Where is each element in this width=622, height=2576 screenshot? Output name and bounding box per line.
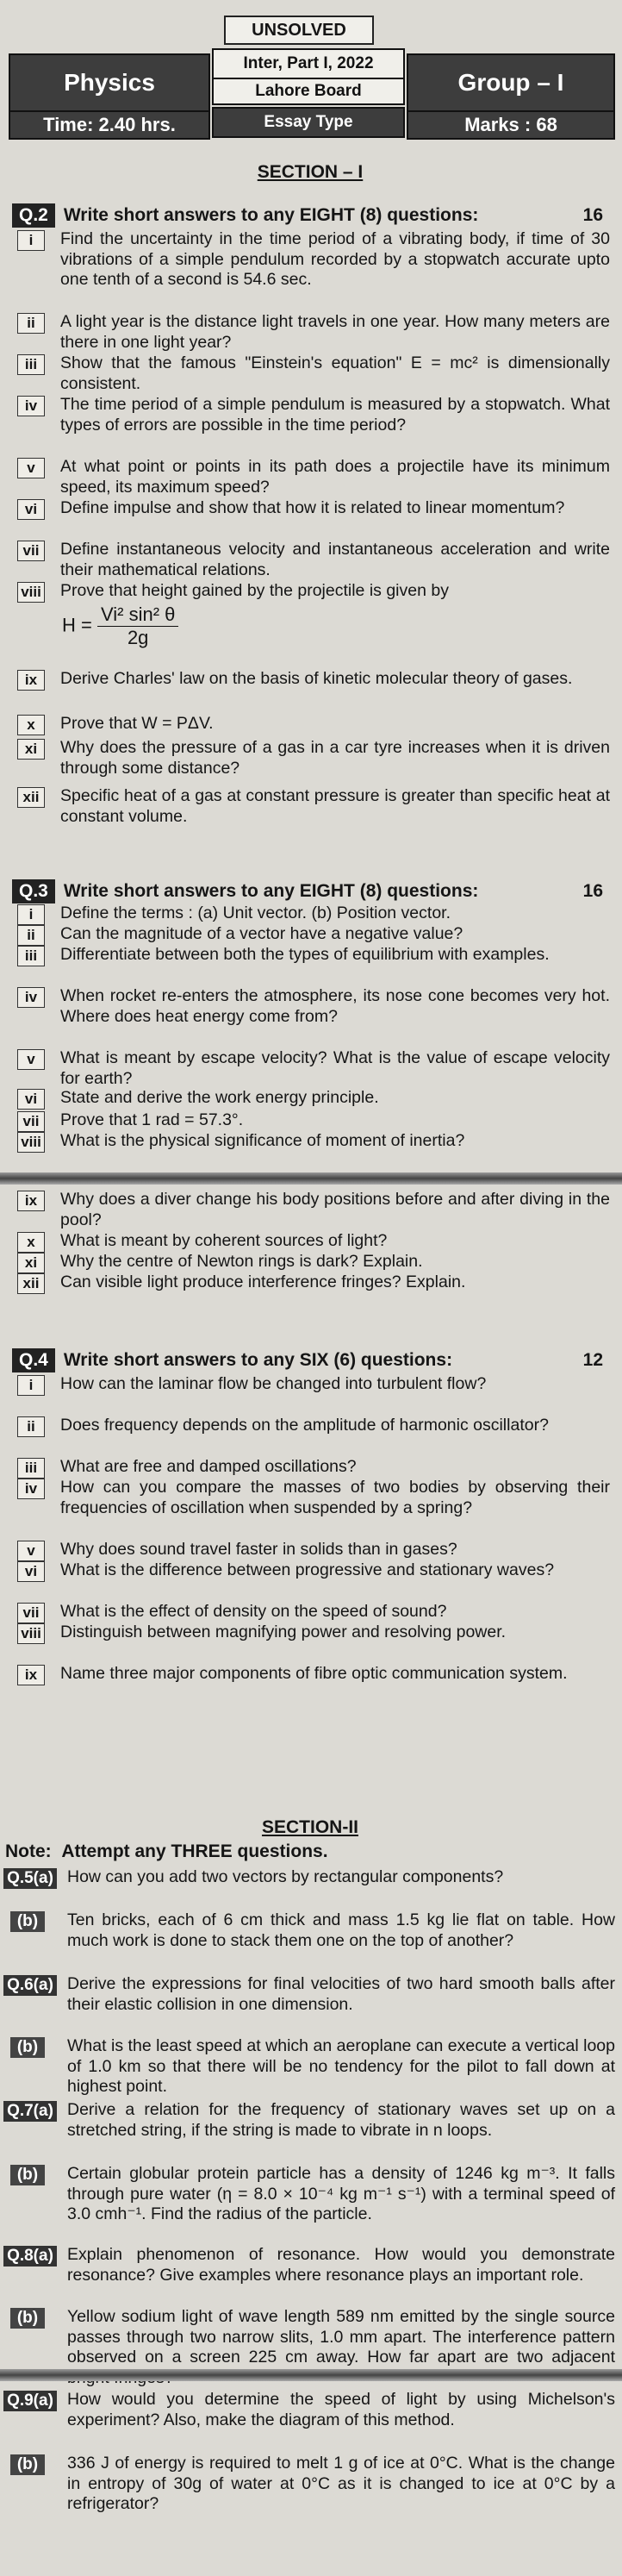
q3-item-text: Prove that 1 rad = 57.3°. [60, 1110, 244, 1129]
section1-title: SECTION – I [257, 162, 364, 182]
q2-item-number: i [17, 230, 45, 251]
section2-question-label: (b) [10, 2037, 45, 2058]
q2-item-vi [12, 498, 612, 538]
section2-question-text: Certain globular protein particle has a density of 1246 kg m⁻³. It falls through pure water (η = 8.0 × 10⁻⁴ kg m⁻¹ s⁻¹) with a terminal speed of 3.0 cmh⁻¹. Find the radius of the particle. [67, 2164, 615, 2223]
q3-item-number: ix [17, 1191, 45, 1211]
section2-note [5, 1841, 328, 1862]
q2-item-text: Specific heat of a gas at constant pressure is greater than specific heat at constant volume. [60, 786, 610, 826]
q3-item-number: iii [17, 946, 45, 966]
q3-item-text: Define the terms : (a) Unit vector. (b) Position vector. [60, 903, 451, 922]
q2-item-text: A light year is the distance light travels in one year. How many meters are there in one light year? [60, 312, 610, 352]
q4-item-number: ii [17, 1416, 45, 1437]
q2-item-text: Derive Charles' law on the basis of kinetic molecular theory of gases. [60, 669, 573, 688]
q4-item-number: iii [17, 1458, 45, 1479]
paper-type: Essay Type [212, 107, 405, 138]
q3-item-xi [12, 1252, 612, 1272]
section2-question-label: Q.7(a) [3, 2101, 57, 2122]
q2-item-x [12, 714, 612, 736]
q3-item-text: State and derive the work energy principle. [60, 1088, 379, 1107]
q3-item-number: vii [17, 1111, 45, 1132]
q3-item-number: iv [17, 987, 45, 1008]
q3-item-v [12, 1048, 612, 1088]
q3-item-text: Why does a diver change his body positions before and after diving in the pool? [60, 1190, 610, 1229]
q4-item-ii [12, 1416, 612, 1455]
unsolved-tag: UNSOLVED [224, 16, 374, 45]
q4-item-iii [12, 1457, 612, 1478]
q3-item-i [12, 903, 612, 924]
q3-item-ix [12, 1190, 612, 1229]
q4-item-number: viii [17, 1623, 45, 1644]
q3-item-text: What is meant by escape velocity? What is the value of escape velocity for earth? [60, 1048, 610, 1088]
page-fold-divider-2 [0, 2369, 622, 2381]
q2-item-iii [12, 353, 612, 393]
q3-item-iii [12, 945, 612, 985]
section2-question-label: Q.6(a) [3, 1975, 57, 1996]
q2-item-number: x [17, 715, 45, 735]
q2-item-text: Define instantaneous velocity and instantaneous acceleration and write their mathematical relations. [60, 540, 610, 579]
page-fold-divider [0, 1172, 622, 1185]
section2-question-label: (b) [10, 2308, 45, 2329]
q4-item-text: Distinguish between magnifying power and resolving power. [60, 1623, 507, 1641]
q3-heading [12, 879, 612, 903]
q3-item-number: xi [17, 1253, 45, 1273]
q2-item-number: vi [17, 499, 45, 520]
time-box: Time: 2.40 hrs. [9, 110, 210, 140]
q4-item-iv [12, 1478, 612, 1538]
q3-item-viii [12, 1131, 612, 1152]
q3-item-ii [12, 924, 612, 945]
q2-item-text: Prove that height gained by the projectile is given by [60, 581, 449, 600]
q4-item-viii [12, 1623, 612, 1662]
q4-item-vii [12, 1602, 612, 1623]
q2-item-text: The time period of a simple pendulum is measured by a stopwatch. What types of errors are possible in the time period? [60, 395, 610, 435]
section2-question-text: How would you determine the speed of light by using Michelson's experiment? Also, make the diagram of this method. [67, 2390, 615, 2429]
q4-item-text: Does frequency depends on the amplitude of harmonic oscillator? [60, 1416, 549, 1435]
q3-heading-text: Write short answers to any EIGHT (8) questions: [63, 881, 479, 901]
section2-question-label: (b) [10, 1911, 45, 1932]
section2-question-label: (b) [10, 2454, 45, 2475]
section2-question-text: 336 J of energy is required to melt 1 g of ice at 0°C. What is the change in entropy of 30g of water at 0°C as it is changed to ice at 0°C by a refrigerator? [67, 2454, 615, 2513]
q2-item-xii [12, 786, 612, 829]
q4-item-number: vi [17, 1561, 45, 1582]
q2-heading-text: Write short answers to any EIGHT (8) questions: [63, 205, 479, 225]
q2-item-v [12, 457, 612, 497]
q2-item-number: viii [17, 582, 45, 603]
q2-marks: 16 [582, 205, 603, 225]
q3-item-number: x [17, 1232, 45, 1253]
q2-item-number: iii [17, 354, 45, 375]
q2-item-text: At what point or points in its path does a projectile have its minimum speed, its maximum speed? [60, 457, 610, 497]
q3-item-text: What is the physical significance of moment of inertia? [60, 1131, 465, 1150]
q3-item-text: Can the magnitude of a vector have a negative value? [60, 924, 463, 943]
exam-line1: Inter, Part I, 2022 [212, 48, 405, 79]
q3-item-text: Can visible light produce interference fringes? Explain. [60, 1272, 466, 1291]
projectile-height-formula [62, 603, 178, 649]
section2-question-label: (b) [10, 2165, 45, 2185]
exam-line2: Lahore Board [212, 78, 405, 105]
q4-item-ix [12, 1664, 612, 1704]
section2-question-text: What is the least speed at which an aeroplane can execute a vertical loop of 1.0 km so that there will be no tendency for the pilot to fall down at highest point. [67, 2036, 615, 2096]
section2-question-text: Yellow sodium light of wave length 589 nm emitted by the single source passes through two narrow slits, 1.0 mm apart. The interference pattern observed on a screen 225 cm away. How far apart are two adjacent [67, 2307, 615, 2367]
q4-item-number: v [17, 1541, 45, 1561]
q3-item-number: xii [17, 1273, 45, 1294]
q3-item-x [12, 1231, 612, 1252]
q2-item-text: Why does the pressure of a gas in a car tyre increases when it is driven through some distance? [60, 738, 610, 778]
q2-item-vii [12, 540, 612, 579]
section2-question-text: Explain phenomenon of resonance. How would you demonstrate resonance? Give examples where resonance plays an important role. [67, 2245, 615, 2285]
q2-item-number: ii [17, 313, 45, 334]
q2-item-ii [12, 312, 612, 352]
q2-label: Q.2 [12, 203, 55, 228]
q4-item-text: What are free and damped oscillations? [60, 1457, 357, 1476]
section2-question-label: Q.8(a) [3, 2246, 57, 2267]
q4-label: Q.4 [12, 1348, 55, 1372]
q2-item-number: ix [17, 670, 45, 691]
section2-question-text: Derive a relation for the frequency of stationary waves set up on a stretched string, if the string is made to vibrate in n loops. [67, 2100, 615, 2140]
q3-item-text: Differentiate between both the types of equilibrium with examples. [60, 945, 550, 964]
q4-item-text: How can you compare the masses of two bodies by observing their frequencies of oscillation when suspended by a spring? [60, 1478, 610, 1517]
section2-question-text: How can you add two vectors by rectangular components? [67, 1867, 504, 1886]
q4-item-v [12, 1540, 612, 1560]
q4-heading-text: Write short answers to any SIX (6) questions: [63, 1350, 453, 1370]
q3-item-xii [12, 1272, 612, 1293]
q3-item-text: When rocket re-enters the atmosphere, its nose cone becomes very hot. Where does heat energy come from? [60, 986, 610, 1026]
section2-title: SECTION-II [261, 1817, 358, 1837]
q3-item-number: viii [17, 1132, 45, 1153]
section2-question-label: Q.5(a) [3, 1868, 57, 1889]
q3-item-vii [12, 1110, 612, 1131]
q2-item-text: Find the uncertainty in the time period of a vibrating body, if time of 30 vibrations of a simple pendulum recorded by a stopwatch accurate upto one tenth of a second is 54.6 sec. [60, 229, 610, 289]
marks-box: Marks : 68 [407, 110, 615, 140]
q4-item-text: How can the laminar flow be changed into turbulent flow? [60, 1374, 487, 1393]
q2-item-number: xii [17, 787, 45, 808]
q3-item-iv [12, 986, 612, 1047]
q4-item-text: What is the effect of density on the speed of sound? [60, 1602, 447, 1621]
q3-item-number: ii [17, 925, 45, 946]
q2-item-text: Show that the famous "Einstein's equation" E = mc² is dimensionally consistent. [60, 353, 610, 393]
q4-item-text: What is the difference between progressive and stationary waves? [60, 1560, 555, 1579]
q2-item-text: Define impulse and show that how it is related to linear momentum? [60, 498, 565, 517]
formula-denominator: 2g [127, 627, 149, 648]
q4-item-text: Why does sound travel faster in solids than in gases? [60, 1540, 457, 1559]
q2-item-number: vii [17, 541, 45, 561]
q3-label: Q.3 [12, 879, 55, 903]
q4-item-number: i [17, 1375, 45, 1396]
q3-marks: 16 [582, 881, 603, 901]
group-box: Group – I [407, 53, 615, 112]
q4-marks: 12 [582, 1350, 603, 1370]
q4-item-i [12, 1374, 612, 1414]
formula-lhs: H = [62, 614, 92, 636]
q2-item-ix [12, 669, 612, 712]
q2-heading [12, 203, 612, 228]
q3-item-number: vi [17, 1089, 45, 1110]
section2-question-text: Ten bricks, each of 6 cm thick and mass 1.5 kg lie flat on table. How much work is done to stack them one on the top of another? [67, 1910, 615, 1950]
q2-item-number: xi [17, 739, 45, 760]
formula-numerator: Vi² sin² θ [97, 603, 178, 627]
q2-item-iv [12, 395, 612, 455]
note-text: Attempt any THREE questions. [61, 1841, 328, 1861]
q4-item-number: iv [17, 1479, 45, 1499]
q2-item-number: iv [17, 396, 45, 416]
q3-item-vi [12, 1088, 612, 1109]
q4-item-number: ix [17, 1665, 45, 1685]
section2-question-label: Q.9(a) [3, 2391, 57, 2411]
q3-item-number: v [17, 1049, 45, 1070]
q3-item-text: Why the centre of Newton rings is dark? Explain. [60, 1252, 423, 1271]
q2-item-text: Prove that W = PΔV. [60, 714, 214, 733]
q2-item-xi [12, 738, 612, 785]
formula-fraction [97, 603, 178, 649]
subject-box: Physics [9, 53, 210, 112]
q2-item-i [12, 229, 612, 309]
q3-item-text: What is meant by coherent sources of light? [60, 1231, 388, 1250]
q4-item-text: Name three major components of fibre optic communication system. [60, 1664, 568, 1683]
q3-item-number: i [17, 904, 45, 925]
q4-item-vi [12, 1560, 612, 1600]
note-label: Note: [5, 1841, 52, 1861]
q4-heading [12, 1348, 612, 1372]
q2-item-number: v [17, 458, 45, 478]
q4-item-number: vii [17, 1603, 45, 1623]
section2-question-text: Derive the expressions for final velocities of two hard smooth balls after their elastic collision in one dimension. [67, 1974, 615, 2014]
